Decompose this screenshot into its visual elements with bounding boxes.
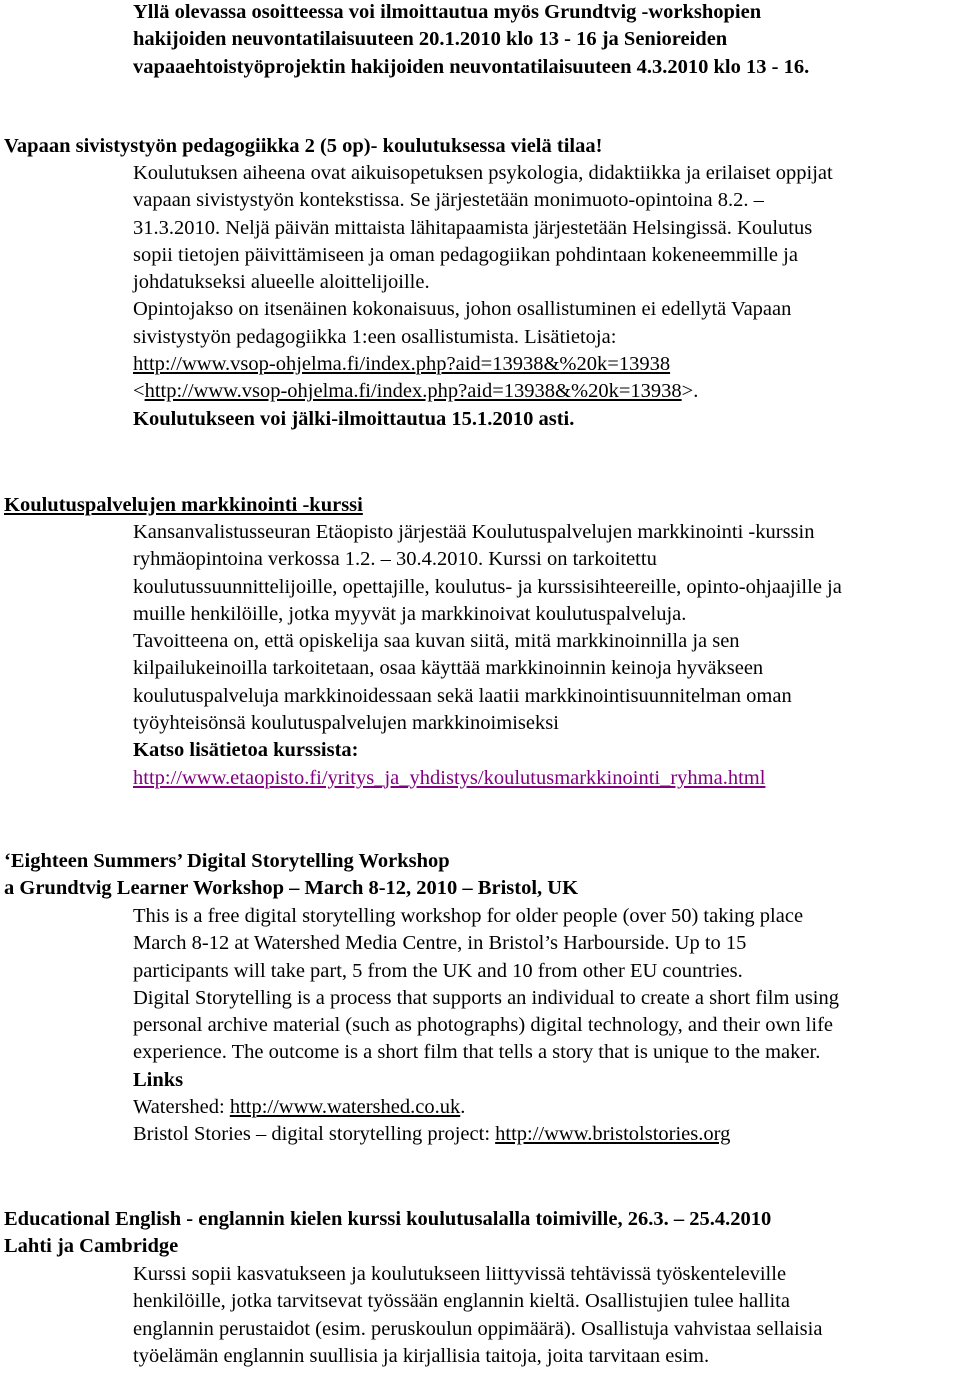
link-prefix: < bbox=[133, 380, 145, 403]
etaopisto-link[interactable]: http://www.etaopisto.fi/yritys_ja_yhdistys/koulutusmarkkinointi_ryhma.html bbox=[133, 766, 766, 789]
storytelling-line: personal archive material (such as photographs) digital technology, and their own life bbox=[133, 1014, 834, 1037]
marketing-link-line bbox=[133, 765, 842, 792]
marketing-heading-text: Koulutuspalvelujen markkinointi -kurssi bbox=[4, 494, 363, 516]
link-suffix: >. bbox=[681, 380, 699, 403]
top-notice-line: hakijoiden neuvontatilaisuuteen 20.1.2010 klo 13 - 16 ja Senioreiden bbox=[133, 28, 728, 51]
watershed-suffix: . bbox=[460, 1096, 466, 1119]
watershed-line bbox=[133, 1094, 839, 1121]
english-line: työelämän englannin suullisia ja kirjallisia taitoja, joita tarvitaan esim. bbox=[133, 1344, 710, 1367]
storytelling-line: This is a free digital storytelling workshop for older people (over 50) taking place bbox=[133, 905, 804, 927]
storytelling-heading bbox=[4, 848, 578, 903]
english-body bbox=[133, 1261, 822, 1370]
marketing-line: koulutuspalveluja markkinoidessaan sekä laatii markkinointisuunnitelman oman bbox=[133, 684, 792, 707]
top-notice-line: vapaaehtoistyöprojektin hakijoiden neuvontatilaisuuteen 4.3.2010 klo 13 - 16. bbox=[133, 55, 810, 78]
pedagogy-line: sivistystyön pedagogiikka 1:een osallistumista. Lisätietoja: bbox=[133, 325, 617, 348]
english-location: Lahti ja Cambridge bbox=[4, 1235, 179, 1258]
pedagogy-line: Opintojakso on itsenäinen kokonaisuus, johon osallistuminen ei edellytä Vapaan bbox=[133, 298, 792, 321]
pedagogy-line: Koulutuksen aiheena ovat aikuisopetuksen psykologia, didaktiikka ja erilaiset oppijat bbox=[133, 162, 833, 184]
pedagogy-line: 31.3.2010. Neljä päivän mittaista lähitapaamista järjestetään Helsingissä. Koulutus bbox=[133, 216, 813, 239]
marketing-more-info: Katso lisätietoa kurssista: bbox=[133, 739, 359, 762]
pedagogy-line: johdatukseksi alueelle aloittelijoille. bbox=[133, 271, 430, 294]
marketing-line: ryhmäopintoina verkossa 1.2. – 30.4.2010. Kurssi on tarkoitettu bbox=[133, 548, 657, 571]
pedagogy-line: vapaan sivistystyön kontekstissa. Se järjestetään monimuoto-opintoina 8.2. – bbox=[133, 189, 764, 212]
marketing-body bbox=[133, 519, 842, 792]
pedagogy-body bbox=[133, 160, 833, 433]
top-notice bbox=[133, 0, 809, 81]
vsop-link[interactable]: http://www.vsop-ohjelma.fi/index.php?aid=13938&%20k=13938 bbox=[133, 353, 671, 376]
english-line: Kurssi sopii kasvatukseen ja koulutukseen liittyvissä tehtävissä työskenteleville bbox=[133, 1263, 787, 1285]
bristol-stories-link[interactable]: http://www.bristolstories.org bbox=[495, 1123, 731, 1146]
storytelling-title: ‘Eighteen Summers’ Digital Storytelling Workshop bbox=[4, 850, 450, 872]
marketing-line: kilpailukeinoilla tarkoitetaan, osaa käyttää markkinoinnin keinoja hyväkseen bbox=[133, 657, 764, 680]
pedagogy-link-line bbox=[133, 351, 833, 378]
english-heading bbox=[4, 1206, 771, 1261]
marketing-line: työyhteisönsä koulutuspalvelujen markkinoimiseksi bbox=[133, 712, 559, 735]
storytelling-line: experience. The outcome is a short film that tells a story that is unique to the maker. bbox=[133, 1041, 821, 1064]
marketing-heading bbox=[4, 492, 363, 519]
storytelling-line: participants will take part, 5 from the UK and 10 from other EU countries. bbox=[133, 959, 743, 982]
vsop-link-alt[interactable]: http://www.vsop-ohjelma.fi/index.php?aid=13938&%20k=13938 bbox=[144, 380, 682, 403]
storytelling-subtitle: a Grundtvig Learner Workshop – March 8-12, 2010 – Bristol, UK bbox=[4, 877, 579, 900]
watershed-link[interactable]: http://www.watershed.co.uk bbox=[229, 1096, 461, 1119]
english-line: henkilöille, jotka tarvitsevat työssään englannin kieltä. Osallistujien tulee hallita bbox=[133, 1290, 790, 1313]
english-title: Educational English - englannin kielen kurssi koulutusalalla toimiville, 26.3. – 25.4.2010 bbox=[4, 1208, 772, 1230]
marketing-line: muille henkilöille, jotka myyvät ja markkinoivat koulutuspalveluja. bbox=[133, 602, 687, 625]
pedagogy-line: sopii tietojen päivittämiseen ja oman pedagogiikan pohdintaan kokeneemmille ja bbox=[133, 243, 798, 266]
late-registration-note: Koulutukseen voi jälki-ilmoittautua 15.1.2010 asti. bbox=[133, 407, 575, 430]
storytelling-line: Digital Storytelling is a process that supports an individual to create a short film using bbox=[133, 986, 839, 1009]
marketing-line: Kansanvalistusseuran Etäopisto järjestää Koulutuspalvelujen markkinointi -kurssin bbox=[133, 521, 815, 543]
bristol-line bbox=[133, 1121, 839, 1148]
marketing-line: koulutussuunnittelijoille, opettajille, koulutus- ja kurssisihteereille, opinto-ohjaajille ja bbox=[133, 575, 842, 598]
english-line: englannin perustaidot (esim. peruskoulun oppimäärä). Osallistuja vahvistaa sellaisia bbox=[133, 1317, 823, 1340]
pedagogy-heading: Vapaan sivistystyön pedagogiikka 2 (5 op)- koulutuksessa vielä tilaa! bbox=[4, 135, 603, 157]
storytelling-body bbox=[133, 903, 839, 1149]
links-heading: Links bbox=[133, 1068, 184, 1091]
pedagogy-link-line-2 bbox=[133, 378, 833, 405]
watershed-label: Watershed: bbox=[133, 1096, 230, 1119]
top-notice-line: Yllä olevassa osoitteessa voi ilmoittautua myös Grundtvig -workshopien bbox=[133, 1, 762, 23]
bristol-label: Bristol Stories – digital storytelling project: bbox=[133, 1123, 496, 1146]
storytelling-line: March 8-12 at Watershed Media Centre, in Bristol’s Harbourside. Up to 15 bbox=[133, 932, 747, 955]
marketing-line: Tavoitteena on, että opiskelija saa kuvan siitä, mitä markkinoinnilla ja sen bbox=[133, 630, 740, 653]
